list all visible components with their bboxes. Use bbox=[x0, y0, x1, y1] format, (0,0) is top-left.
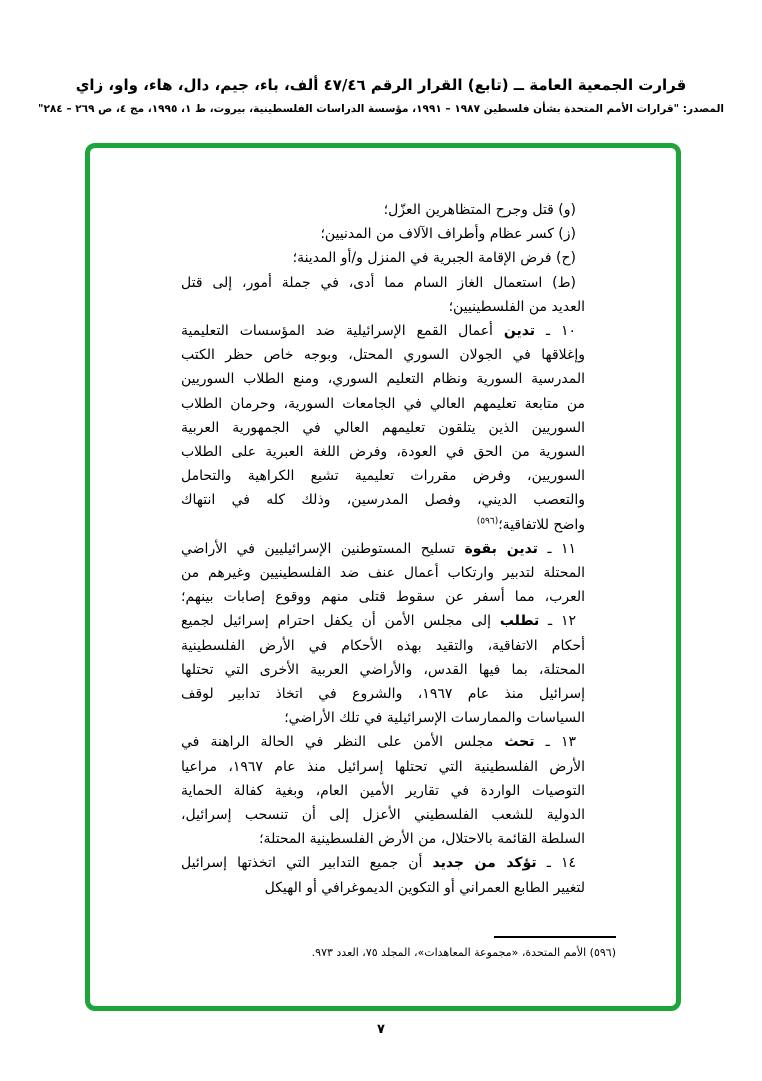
body-line: (ح) فرض الإقامة الجبرية في المنزل و/أو المدينة؛ bbox=[292, 250, 576, 267]
body-line: ١١ ـ تدين بقوة تسليح المستوطنين الإسرائيليين في الأراضي bbox=[181, 540, 576, 557]
page-title: قرارت الجمعية العامة ــ (تابع) القرار الرقم ٤٧/٤٦ ألف، باء، جيم، دال، هاء، واو، زاي bbox=[75, 76, 687, 94]
body-line: ١٢ ـ تطلب إلى مجلس الأمن أن يكفل احترام إسرائيل لجميع bbox=[181, 613, 576, 630]
body-line: ١٤ ـ تؤكد من جديد أن جميع التدابير التي اتخذتها إسرائيل bbox=[181, 855, 576, 872]
body-line: السياسات والممارسات الإسرائيلية في تلك الأراضي؛ bbox=[284, 710, 585, 727]
body-line: لتغيير الطابع العمراني أو التكوين الديموغرافي أو الهيكل bbox=[264, 879, 585, 896]
content-frame bbox=[85, 143, 681, 1011]
body-text bbox=[181, 148, 585, 900]
body-line: الدولية للشعب الفلسطيني الأعزل إلى أن تنسحب إسرائيل، bbox=[181, 807, 585, 824]
body-line: (ط) استعمال الغاز السام مما أدى، في جملة أمور، إلى قتل bbox=[181, 274, 576, 291]
body-line: السوريين الذين يتلقون تعليمهم العالي في الجمهورية العربية bbox=[181, 419, 585, 436]
source-line: المصدر: "قرارات الأمم المتحدة بشأن فلسطين ١٩٨٧ – ١٩٩١، مؤسسة الدراسات الفلسطينية، بيروت، ط ١، ١٩٩٥، مج ٤، ص ٢٦٩ – ٢٨٤" bbox=[37, 103, 725, 115]
body-line: العرب، مما أسفر عن سقوط قتلى منهم ووقوع إصابات بينهم؛ bbox=[181, 589, 585, 606]
body-line: السورية من الحق في العودة، وفرض اللغة العبرية على الطلاب bbox=[181, 444, 585, 461]
footnote-separator bbox=[494, 936, 616, 938]
body-line: المدرسية السورية ونظام التعليم السوري، ومنع الطلاب السوريين bbox=[181, 371, 585, 388]
body-line: التوصيات الواردة في تقارير الأمين العام، وبغية كفالة الحماية bbox=[181, 782, 585, 799]
body-line: المحتلة، بما فيها القدس، والأراضي العربية الأخرى التي تحتلها bbox=[181, 661, 585, 678]
body-line: (و) قتل وجرح المتظاهرين العزّل؛ bbox=[383, 202, 576, 218]
body-line: والتعصب الديني، وفصل المدرسين، وذلك كله في انتهاك bbox=[181, 492, 585, 509]
body-line: المحتلة لتدبير وارتكاب أعمال عنف ضد الفلسطينيين وغيرهم من bbox=[181, 565, 585, 582]
page-header bbox=[0, 74, 762, 117]
body-line: السوريين، وفرض مقررات تعليمية تشيع الكراهية والتحامل bbox=[181, 468, 585, 485]
body-line: إسرائيل منذ عام ١٩٦٧، والشروع في اتخاذ تدابير لوقف bbox=[181, 686, 585, 703]
body-line: واضح للاتفاقية؛$^{(٥٩٦)}$ bbox=[476, 515, 585, 533]
body-line: ١٠ ـ تدين أعمال القمع الإسرائيلية ضد المؤسسات التعليمية bbox=[181, 323, 576, 340]
body-line: العديد من الفلسطينيين؛ bbox=[448, 298, 585, 315]
body-line: الأرض الفلسطينية التي تحتلها إسرائيل منذ عام ١٩٦٧، مراعيا bbox=[181, 758, 585, 775]
footnote-text: (٥٩٦) الأمم المتحدة، «مجموعة المعاهدات»، المجلد ٧٥، العدد ٩٧٣. bbox=[311, 946, 616, 959]
body-line: ١٣ ـ تحث مجلس الأمن على النظر في الحالة الراهنة في bbox=[181, 734, 576, 751]
footnote-area bbox=[145, 936, 616, 961]
body-line: السلطة القائمة بالاحتلال، من الأرض الفلسطينية المحتلة؛ bbox=[259, 831, 585, 848]
page-number: ٧ bbox=[377, 1022, 385, 1037]
body-line: وإغلاقها في الجولان السوري المحتل، وبوجه خاص حظر الكتب bbox=[181, 347, 585, 364]
body-line: (ز) كسر عظام وأطراف الآلاف من المدنيين؛ bbox=[320, 226, 576, 243]
body-line: من متابعة تعليمهم العالي في الجامعات السورية، وحرمان الطلاب bbox=[181, 395, 585, 412]
body-line: أحكام الاتفاقية، والتقيد بهذه الأحكام في الأرض الفلسطينية bbox=[181, 637, 585, 654]
